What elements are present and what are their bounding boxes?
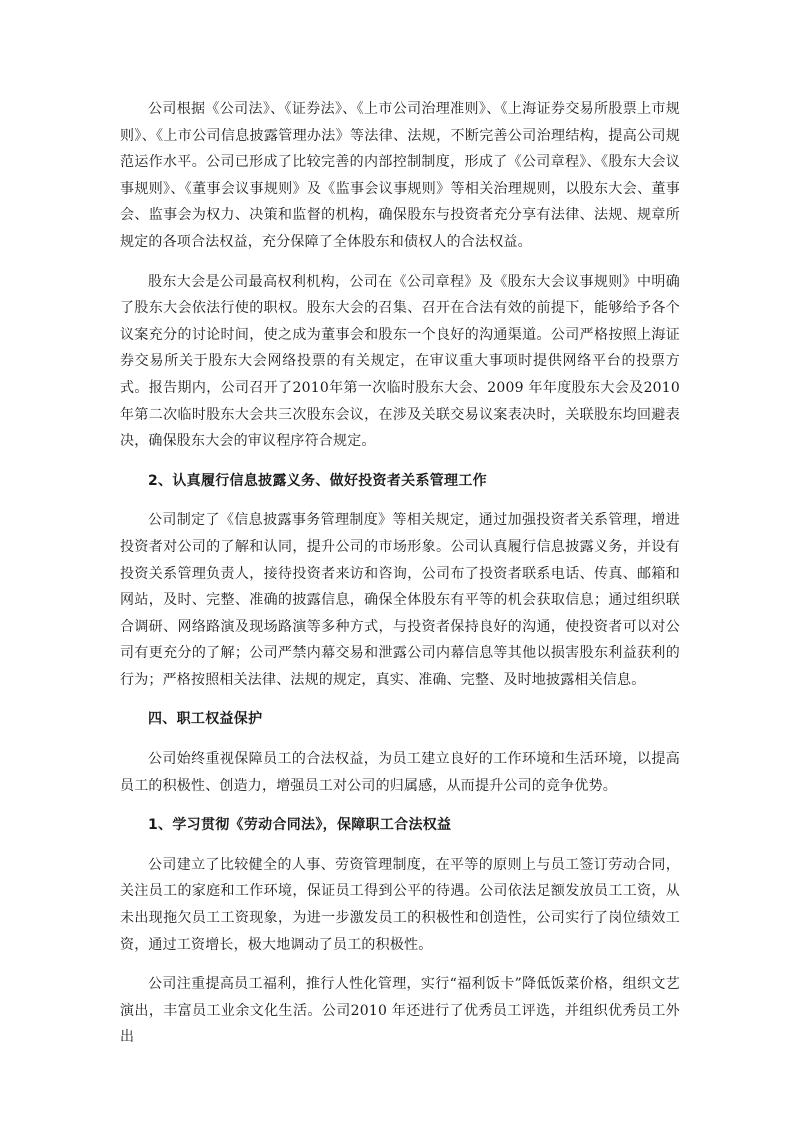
paragraph-shareholders-meeting: 股东大会是公司最高权利机构，公司在《公司章程》及《股东大会议事规则》中明确了股东大会依法行使的职权。股东大会的召集、召开在合法有效的前提下，能够给予各个议案充分的讨论时间，使之成为董事会和股东一个良好的沟通渠道。公司严格按照上海证券交易所关于股东大会网络投票的有关规定，在审议重大事项时提供网络平台的投票方式。报告期内，公司召开了2010年第一次临时股东大会、2009 年年度股东大会及2010 年第二次临时股东大会共三次股东会议，在涉及关联交易议案表决时，关联股东均回避表决，确保股东大会的审议程序符合规定。 [120,273,680,450]
paragraph-employee-welfare: 公司注重提高员工福利，推行人性化管理，实行“福利饭卡”降低饭菜价格，组织文艺演出，丰富员工业余文化生活。公司2010 年还进行了优秀员工评选，并组织优秀员工外出 [120,976,680,1046]
section-heading-labor-contract-law: 1、学习贯彻《劳动合同法》，保障职工合法权益 [148,817,452,834]
paragraph-governance-structure: 公司根据《公司法》、《证券法》、《上市公司治理准则》、《上海证券交易所股票上市规则》、《上市公司信息披露管理办法》等法律、法规，不断完善公司治理结构，提高公司规范运作水平。公司已形成了比较完善的内部控制制度，形成了《公司章程》、《股东大会议事规则》、《董事会议事规则》及《监事会议事规则》等相关治理规则，以股东大会、董事会、监事会为权力、决策和监督的机构，确保股东与投资者充分享有法律、法规、规章所规定的各项合法权益，充分保障了全体股东和债权人的合法权益。 [120,101,680,250]
document-body [120,96,680,1051]
section-heading-employee-rights: 四、职工权益保护 [148,711,263,728]
paragraph-labor-management: 公司建立了比较健全的人事、劳资管理制度，在平等的原则上与员工签订劳动合同，关注员工的家庭和工作环境，保证员工得到公平的待遇。公司依法足额发放员工工资，从未出现拖欠员工工资现象，为进一步激发员工的积极性和创造性，公司实行了岗位绩效工资，通过工资增长，极大地调动了员工的积极性。 [120,856,680,953]
section-heading-information-disclosure: 2、认真履行信息披露义务、做好投资者关系管理工作 [148,472,487,489]
paragraph-investor-relations: 公司制定了《信息披露事务管理制度》等相关规定，通过加强投资者关系管理，增进投资者对公司的了解和认同，提升公司的市场形象。公司认真履行信息披露义务，并设有投资关系管理负责人，接待投资者来访和咨询，公司布了投资者联系电话、传真、邮箱和网站，及时、完整、准确的披露信息，确保全体股东有平等的机会获取信息；通过组织联合调研、网络路演及现场路演等多种方式，与投资者保持良好的沟通，使投资者可以对公司有更充分的了解；公司严禁内幕交易和泄露公司内幕信息等其他以损害股东利益获利的行为；严格按照相关法律、法规的规定，真实、准确、完整、及时地披露相关信息。 [120,512,680,688]
paragraph-employee-rights-intro: 公司始终重视保障员工的合法权益，为员工建立良好的工作环境和生活环境，以提高员工的积极性、创造力，增强员工对公司的归属感，从而提升公司的竞争优势。 [120,751,680,794]
